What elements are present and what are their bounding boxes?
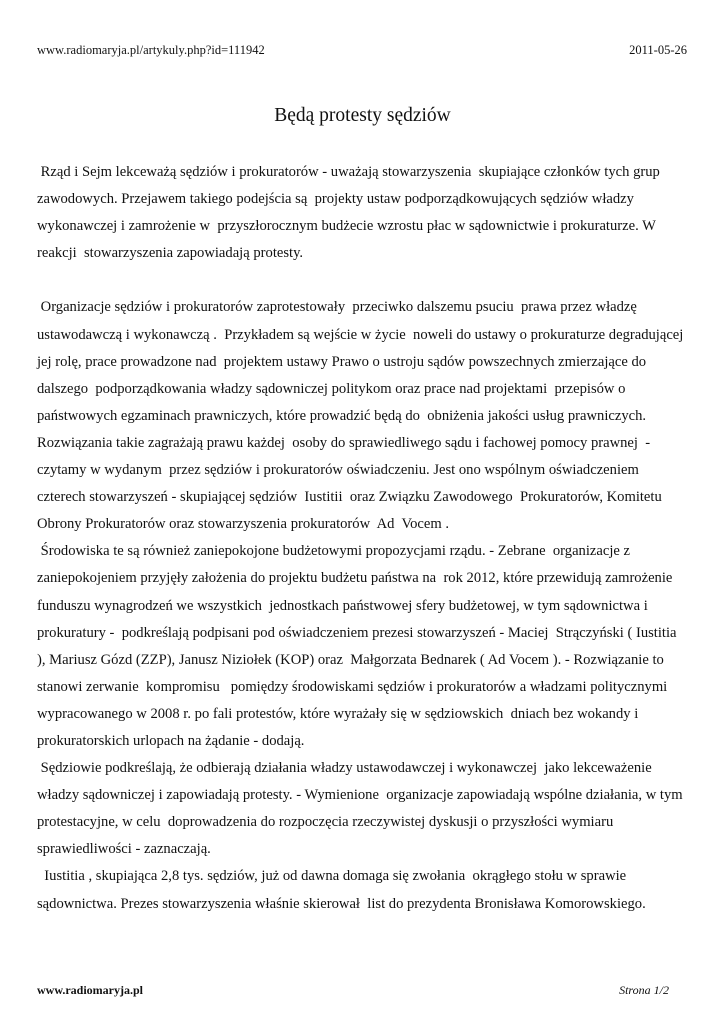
text-line: Rozwiązania takie zagrażają prawu każdej osoby do sprawiedliwego sądu i fachowej pomocy prawnej - — [37, 434, 651, 451]
article-title: Będą protesty sędziów — [274, 105, 451, 126]
text-line: Sędziowie podkreślają, że odbierają działania władzy ustawodawczej i wykonawczej jako lekceważenie — [37, 760, 652, 777]
text-line: ), Mariusz Gózd (ZZP), Janusz Niziołek (KOP) oraz Małgorzata Bednarek ( Ad Vocem ). - Rozwiązanie to — [37, 651, 664, 668]
footer-page-number: Strona 1/2 — [619, 983, 669, 997]
text-line: funduszu wynagrodzeń we wszystkich jednostkach państwowej sfery budżetowej, w tym sądownictwa i — [37, 597, 648, 614]
text-line: sądownictwa. Prezes stowarzyszenia właśnie skierował list do prezydenta Bronisława Komorowskiego. — [37, 895, 646, 912]
text-line: ustawodawczą i wykonawczą . Przykładem są wejście w życie noweli do ustawy o prokuraturze degradującej — [37, 326, 684, 343]
text-line: dalszego podporządkowania władzy sądowniczej politykom oraz prace nad projektami przepisów o — [37, 380, 626, 397]
footer-site: www.radiomaryja.pl — [37, 983, 143, 997]
text-line: prokuratorskich urlopach na żądanie - dodają. — [37, 732, 305, 749]
text-line: zaniepokojeniem przyjęły założenia do projektu budżetu państwa na rok 2012, które przewidują zamrożenie — [37, 570, 673, 587]
header-date: 2011-05-26 — [629, 43, 687, 57]
text-line: wykonawczej i zamrożenie w przyszłorocznym budżecie wzrostu płac w sądownictwie i prokuraturze. W — [37, 218, 656, 235]
text-line: czterech stowarzyszeń - skupiającej sędziów Iustitii oraz Związku Zawodowego Prokuratorów, Komitetu — [37, 489, 662, 506]
text-line: zawodowych. Przejawem takiego podejścia są projekty ustaw podporządkowujących sędziów władzy — [37, 191, 634, 208]
text-line: państwowych egzaminach prawniczych, które prowadzić będą do obniżenia jakości usług prawniczych. — [37, 407, 647, 424]
text-line: stanowi zerwanie kompromisu pomiędzy środowiskami sędziów i prokuratorów a władzami politycznymi — [37, 678, 668, 695]
paragraph-2 — [37, 294, 689, 538]
text-line: Iustitia , skupiająca 2,8 tys. sędziów, już od dawna domaga się zwołania okrągłego stołu w sprawie — [37, 868, 627, 885]
text-line: reakcji stowarzyszenia zapowiadają protesty. — [37, 245, 304, 262]
header-url: www.radiomaryja.pl/artykuly.php?id=111942 — [37, 43, 265, 57]
paragraph-5 — [37, 863, 689, 917]
article-body — [37, 159, 689, 918]
text-line: czytamy w wydanym przez sędziów i prokuratorów oświadczeniu. Jest ono wspólnym oświadczeniem — [37, 462, 639, 479]
text-line: jej rolę, prace prowadzone nad projektem ustawy Prawo o ustroju sądów powszechnych zmierzające do — [37, 353, 647, 370]
text-line: Obrony Prokuratorów oraz stowarzyszenia prokuratorów Ad Vocem . — [37, 516, 450, 533]
paragraph-3 — [37, 538, 689, 755]
text-line: sprawiedliwości - zaznaczają. — [37, 841, 211, 858]
text-line: wypracowanego w 2008 r. po fali protestów, które wyrażały się w sędziowskich dniach bez wokandy i — [37, 705, 639, 722]
text-line: Organizacje sędziów i prokuratorów zaprotestowały przeciwko dalszemu psuciu prawa przez władzę — [37, 299, 637, 316]
paragraph-4 — [37, 755, 689, 863]
text-line: prokuratury - podkreślają podpisani pod oświadczeniem prezesi stowarzyszeń - Maciej Strączyński ( Iustitia — [37, 624, 677, 641]
text-line: protestacyjne, w celu doprowadzenia do rozpoczęcia rzeczywistej dyskusji o przyszłości wymiaru — [37, 814, 614, 831]
text-line: Rząd i Sejm lekceważą sędziów i prokuratorów - uważają stowarzyszenia skupiające członków tych grup — [37, 164, 660, 180]
text-line: Środowiska te są również zaniepokojone budżetowymi propozycjami rządu. - Zebrane organizacje z — [37, 543, 630, 560]
paragraph-gap — [37, 267, 689, 294]
text-line: władzy sądowniczej i zapowiadają protesty. - Wymienione organizacje zapowiadają wspólne działania, w tym — [37, 787, 683, 804]
paragraph-1 — [37, 159, 689, 267]
